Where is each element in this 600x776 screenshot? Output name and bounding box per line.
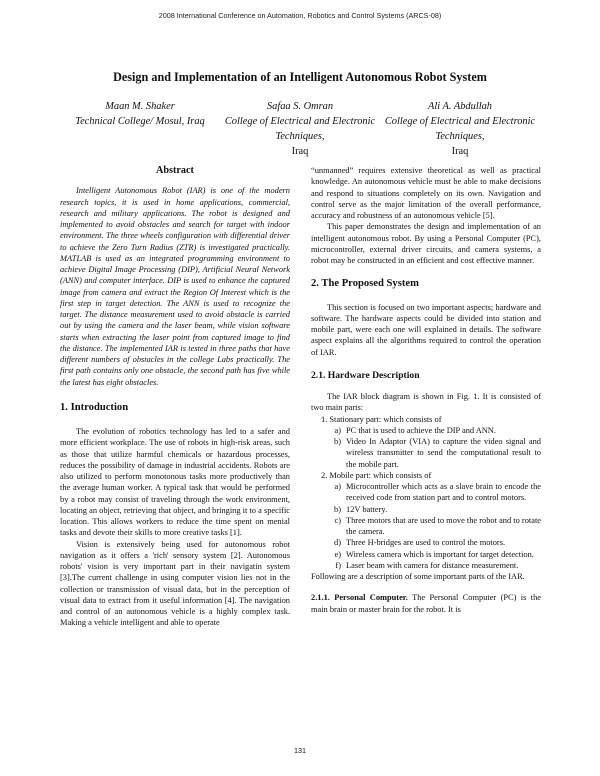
page-number: 131 [294,746,306,755]
list-item: a) Microcontroller which acts as a slave brain to encode the received code from station part and to control motors. [334,482,541,503]
left-column [60,165,290,629]
conference-header: 2008 International Conference on Automation, Robotics and Control Systems (ARCS-08) [158,11,442,20]
author-affiliation: College of Electrical and Electronic Techniques, [384,116,536,142]
author-affiliation: Technical College/ Mosul, Iraq [75,116,205,127]
list-item: f) Laser beam with camera for distance measurement. [335,560,519,570]
section-heading-proposed-system: 2. The Proposed System [311,278,419,290]
list-title: 2. Mobile part: which consists of [321,470,432,480]
author-country: Iraq [291,146,309,157]
following-paragraph: Following are a description of some important parts of the IAR. [311,572,525,581]
stationary-part-list [311,414,541,470]
subsection-heading-hardware: 2.1. Hardware Description [311,369,420,381]
list-item: a) PC that is used to achieve the DIP and ANN. [334,425,496,435]
proposed-system-paragraph: This section is focused on two important aspects; hardware and software. The hardware aspects could be divided into station and mobile part, were each one will explained in details. The software aspect explains all the algorithms required to control the operation of IAR. [311,302,541,357]
paper-title: Design and Implementation of an Intelligent Autonomous Robot System [113,70,487,84]
author-1 [60,99,220,159]
author-2 [220,99,380,159]
list-item: d) Three H-bridges are used to control the motors. [334,538,506,548]
list-item: b) Video In Adaptor (VIA) to capture the video signal and wireless transmitter to send the computational result to the mobile part. [334,437,541,469]
abstract-heading: Abstract [156,165,194,176]
subsubsection-heading-pc: 2.1.1. Personal Computer. [311,593,408,603]
abstract-text: Intelligent Autonomous Robot (IAR) is one of the modern research topics, it is used in home applications, commercial, research and military applications. The robot is designed and implemented to avoid obstacles and search for target with indoor environment. The three wheels configuration with differential driver to achieve the Zero Turn Radius (ZTR) is investigated practically. MATLAB is used as an integrated programming environment to achieve Digital Image Processing (DIP), Artificial Neural Network (ANN) and computer interface. DIP is used to enhance the captured image from camera and extract the Region Of Interest which is the first step in target detection. The ANN is used to recognize the target. The distance measurement used to avoid obstacle is carried out by using the camera and the laser beam, while vision software starts when extracting the laser point from captured image to find the distance. The implemented IAR is tested in three paths that have different numbers of obstacles in the college Labs practically. The first path contains only one obstacle, the second path has five while the latest has eight obstacles. [60,186,290,387]
author-name: Safaa S. Omran [266,101,334,112]
intro-paragraph-2: Vision is extensively being used for autonomous robot navigation as it offers a 'rich' sensory system [2]. Autonomous robots' vision is very important part in their navigatin system [3].The current challenge in using computer vision lies not in the collection or transmission of visual data, but in the perception of visual data to extract from it useful information [4]. The navigation and control of an autonomous vehicle is a highly complex task. Making a vehicle intelligent and able to operate [60,539,290,628]
author-name: Ali A. Abdullah [428,101,492,112]
pc-paragraph [311,592,541,615]
right-paragraph-1: “unmanned” requires extensive theoretical as well as practical knowledge. An autonomous vehicle must be able to make decisions and respond to situations completely on its own. Navigation and control serve as the major limitation of the overall performance, accuracy and robustness of an autonomous vehicle [5]. [311,166,541,220]
author-3 [380,99,540,159]
intro-paragraph-1: The evolution of robotics technology has led to a safer and more efficient workplace. The use of robots in high-risk areas, such as those that utilize harmful chemicals or hazardous processes, reduces the possibility of damage in industrial accidents. Robots are also utilized to perform monotonous tasks more productively than the average human worker. A typical task that would be performed by a robot may consist of traveling through the work environment, locating an object, retrieving that object, and bringing it to a specific location. This allows workers to reduce the time spent on menial tasks and devote their skills to more creative tasks [1]. [60,427,290,538]
right-column [311,165,541,615]
list-item: b) 12V battery. [334,504,388,514]
list-title: 1. Stationary part: which consists of [321,414,442,424]
author-affiliation: College of Electrical and Electronic Techniques, [224,116,376,142]
list-item: c) Three motors that are used to move the robot and to rotate the camera. [334,515,541,536]
mobile-part-list [311,470,541,571]
pc-paragraph-text: The Personal Computer (PC) is the main brain or master brain for the robot. It is [311,593,541,614]
author-block [60,99,540,159]
section-heading-introduction: 1. Introduction [60,401,129,413]
list-item: e) Wireless camera which is important for target detection. [334,549,534,559]
author-country: Iraq [451,146,469,157]
hardware-paragraph: The IAR block diagram is shown in Fig. 1. It is consisted of two main parts: [311,392,541,413]
right-paragraph-2: This paper demonstrates the design and implementation of an intelligent autonomous robot. By using a Personal Computer (PC), microcontroller, external driver circuits, and camera systems, a robot may be constructed in an efficient and cost effective manner. [311,222,541,265]
author-name: Maan M. Shaker [105,101,175,112]
